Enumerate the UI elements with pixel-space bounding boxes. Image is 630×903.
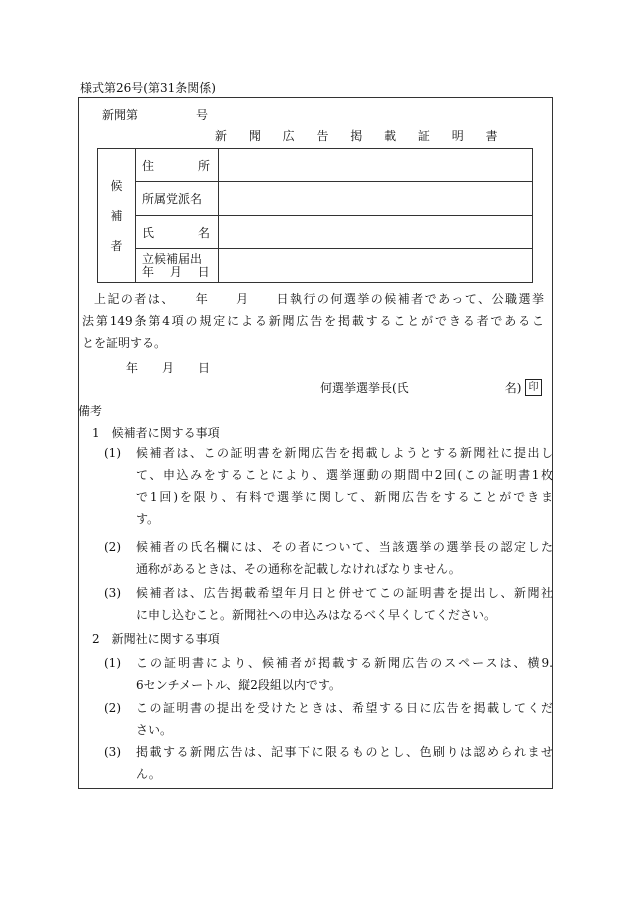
remarks-heading: 備考 xyxy=(78,404,103,418)
remark-2-3: (3) 掲載する新聞広告は、記事下に限るものとし、色刷りは認められませ ん。 xyxy=(104,745,553,781)
section-1-heading: 1 候補者に関する事項 xyxy=(92,426,220,440)
party-field[interactable] xyxy=(219,182,533,216)
section-2-heading: 2 新聞社に関する事項 xyxy=(92,632,220,646)
address-field[interactable] xyxy=(219,149,533,182)
candidate-side-label: 候 補 者 xyxy=(98,149,136,283)
filing-date-label: 立候補届出 年 月 日 xyxy=(136,249,219,283)
number-suffix: 号 xyxy=(196,108,209,122)
certification-statement: 上記の者は、 年 月 日執行の何選挙の候補者であって、公職選挙 法第149条第4項の規定による新聞広告を掲載することができる者であるこ とを証明する。 xyxy=(82,292,544,350)
newspaper-label: 新聞第 xyxy=(102,108,139,122)
form-number: 様式第26号(第31条関係) xyxy=(80,81,216,95)
newspaper-number-line xyxy=(102,106,208,123)
filing-date-field[interactable] xyxy=(219,249,533,283)
document-title: 新 聞 広 告 掲 載 証 明 書 xyxy=(215,129,507,143)
remark-1-3: (3) 候補者は、広告掲載希望年月日と併せてこの証明書を提出し、新聞社 に申し込むこと。新聞社への申込みはなるべく早くしてください。 xyxy=(104,586,553,622)
issue-date-line: 年 月 日 xyxy=(126,361,211,375)
remark-2-2: (2) この証明書の提出を受けたときは、希望する日に広告を掲載してくだ さい。 xyxy=(104,701,553,737)
remark-1-1: (1) 候補者は、この証明書を新聞広告を掲載しようとする新聞社に提出し て、申込みをすることにより、選挙運動の期間中2回(この証明書1枚 で1回)を限り、有料で選挙に関して、新聞広告をすることができま す。 xyxy=(104,446,553,526)
address-label: 住 所 xyxy=(136,149,219,182)
remark-2-1: (1) この証明書により、候補者が掲載する新聞広告のスペースは、横9. 6センチメートル、縦2段組以内です。 xyxy=(104,656,553,692)
party-label: 所属党派名 xyxy=(136,182,219,216)
name-field[interactable] xyxy=(219,216,533,249)
seal-mark: 印 xyxy=(525,379,542,396)
remark-1-2: (2) 候補者の氏名欄には、その者について、当該選挙の選挙長の認定した 通称があるときは、その通称を記載しなければなりません。 xyxy=(104,540,553,576)
name-label: 氏 名 xyxy=(136,216,219,249)
election-chief-signature-line: 何選挙選挙長(氏 名) xyxy=(320,381,522,395)
candidate-table xyxy=(97,148,533,283)
